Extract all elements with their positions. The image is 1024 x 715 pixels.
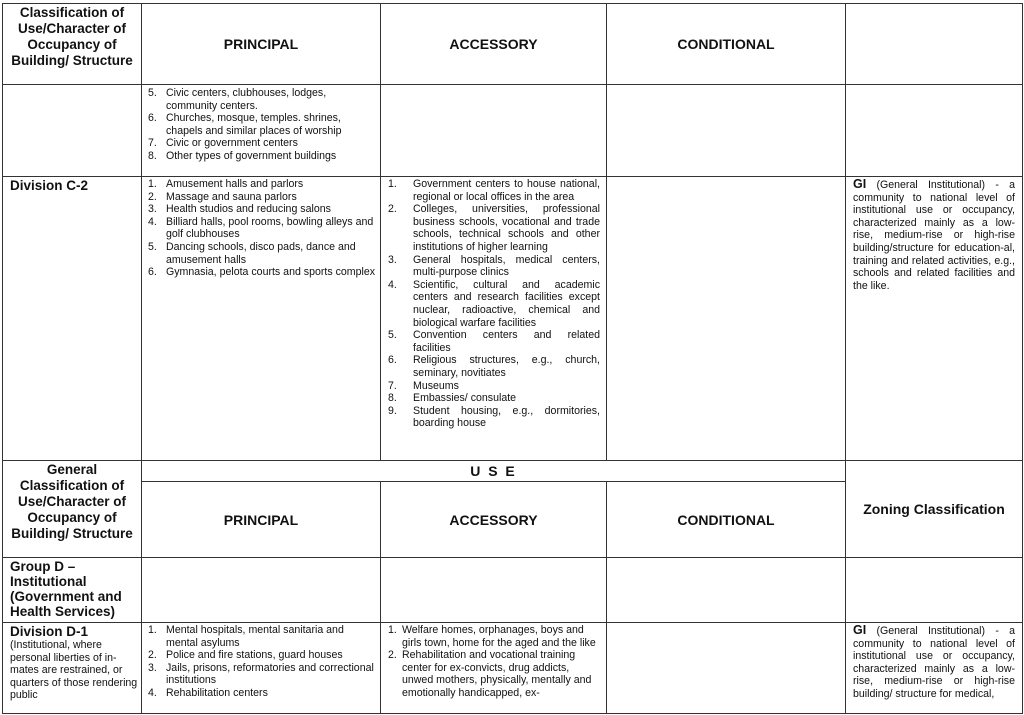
d1-principal-list bbox=[148, 624, 376, 700]
list-item: 2. Rehabilitation and vocational training center for ex-convicts, drug addicts, unwed mothers, physically, mentally and emotionally handicapped, ex- bbox=[388, 649, 592, 699]
d1-accessory-list bbox=[388, 624, 600, 700]
division-d1-subtitle: (Institutional, where personal liberties of in-mates are restrained, or quarters of those rendering public bbox=[10, 639, 138, 702]
list-item: 7. Civic or government centers bbox=[148, 137, 298, 150]
rule bbox=[141, 3, 142, 714]
rule bbox=[845, 3, 846, 714]
header-conditional: CONDITIONAL bbox=[677, 36, 775, 52]
rule bbox=[1022, 3, 1023, 714]
list-item: 3. General hospitals, medical centers, multi-purpose clinics bbox=[388, 253, 600, 279]
d1-zoning-description bbox=[853, 624, 1015, 701]
list-item: 5. Convention centers and related facilities bbox=[388, 329, 600, 354]
header-zoning-classification: Zoning Classification bbox=[863, 501, 1005, 517]
group-d-title: Group D – Institutional (Government and Health Services) bbox=[10, 559, 122, 619]
c2-principal-list bbox=[148, 178, 376, 279]
rule bbox=[2, 557, 1023, 558]
list-item: 4. Scientific, cultural and academic centers and research facilities except nuclear, radioactive, chemical and biological warfare facilities bbox=[388, 278, 600, 329]
c2-zoning-description bbox=[853, 178, 1015, 292]
rule bbox=[2, 622, 1023, 623]
list-item: 8. Other types of government buildings bbox=[148, 149, 337, 162]
list-item: 9. Student housing, e.g., dormitories, boarding house bbox=[388, 404, 600, 430]
division-c2-title: Division C-2 bbox=[10, 178, 89, 193]
header-conditional-2: CONDITIONAL bbox=[677, 511, 775, 528]
header-use: U S E bbox=[470, 463, 517, 479]
header-classification: Classification of Use/Character of Occupancy of Building/ Structure bbox=[11, 5, 133, 68]
list-item: 4. Billiard halls, pool rooms, bowling alleys and golf clubhouses bbox=[148, 215, 374, 241]
list-item: 2. Police and fire stations, guard houses bbox=[148, 649, 343, 662]
list-item: 2. Massage and sauna parlors bbox=[148, 190, 297, 203]
c2-accessory-list bbox=[388, 178, 600, 430]
list-item: 1. Government centers to house national, regional or local offices in the area bbox=[388, 178, 600, 203]
rule bbox=[2, 713, 1023, 714]
list-item: 8. Embassies/ consulate bbox=[388, 392, 517, 405]
list-item: 4. Rehabilitation centers bbox=[148, 686, 268, 699]
list-item: 5. Dancing schools, disco pads, dance and amusement halls bbox=[148, 240, 356, 266]
header-principal-2: PRINCIPAL bbox=[223, 511, 299, 528]
header-accessory-2: ACCESSORY bbox=[449, 511, 538, 528]
list-item: 3. Jails, prisons, reformatories and correctional institutions bbox=[148, 661, 374, 687]
rule bbox=[2, 176, 1023, 177]
zone-code: GI bbox=[853, 623, 867, 637]
list-item: 6. Religious structures, e.g., church, seminary, novitiates bbox=[388, 354, 600, 379]
list-item: 1. Welfare homes, orphanages, boys and girls town, home for the aged and the like bbox=[388, 624, 596, 649]
list-item: 6. Gymnasia, pelota courts and sports complex bbox=[148, 266, 376, 279]
list-item: 1. Mental hospitals, mental sanitaria and mental asylums bbox=[148, 624, 344, 649]
division-d1-cell bbox=[10, 624, 138, 702]
zone-text: (General Institutional) - a community to national level of institutional use or occupancy, characterized mainly as a low-rise, medium-rise or high-rise building/structure for education-al, training and related activities, e.g., schools and related facilities and the like. bbox=[853, 179, 1015, 292]
rule bbox=[2, 84, 1023, 85]
zone-text: (General Institutional) - a community to national level of institutional use or occupancy, characterized mainly as a low-rise, medium-rise or high-rise building/ structure for medical, bbox=[853, 625, 1015, 700]
header-general-classification: General Classification of Use/Character of Occupancy of Building/ Structure bbox=[11, 462, 133, 541]
header-principal: PRINCIPAL bbox=[223, 36, 299, 52]
list-item: 3. Health studios and reducing salons bbox=[148, 203, 331, 216]
rule bbox=[2, 3, 3, 714]
list-item: 7. Museums bbox=[388, 379, 459, 392]
header-accessory: ACCESSORY bbox=[449, 36, 538, 52]
list-item: 6. Churches, mosque, temples. shrines, chapels and similar places of worship bbox=[148, 112, 342, 137]
list-item: 2. Colleges, universities, professional business schools, vocational and trade schools, technical schools and other institutions of higher learning bbox=[388, 203, 600, 253]
list-item: 1. Amusement halls and parlors bbox=[148, 178, 304, 190]
continued-principal-list bbox=[148, 87, 376, 163]
division-d1-title: Division D-1 bbox=[10, 624, 89, 639]
list-item: 5. Civic centers, clubhouses, lodges, community centers. bbox=[148, 87, 327, 112]
zone-code: GI bbox=[853, 177, 867, 191]
